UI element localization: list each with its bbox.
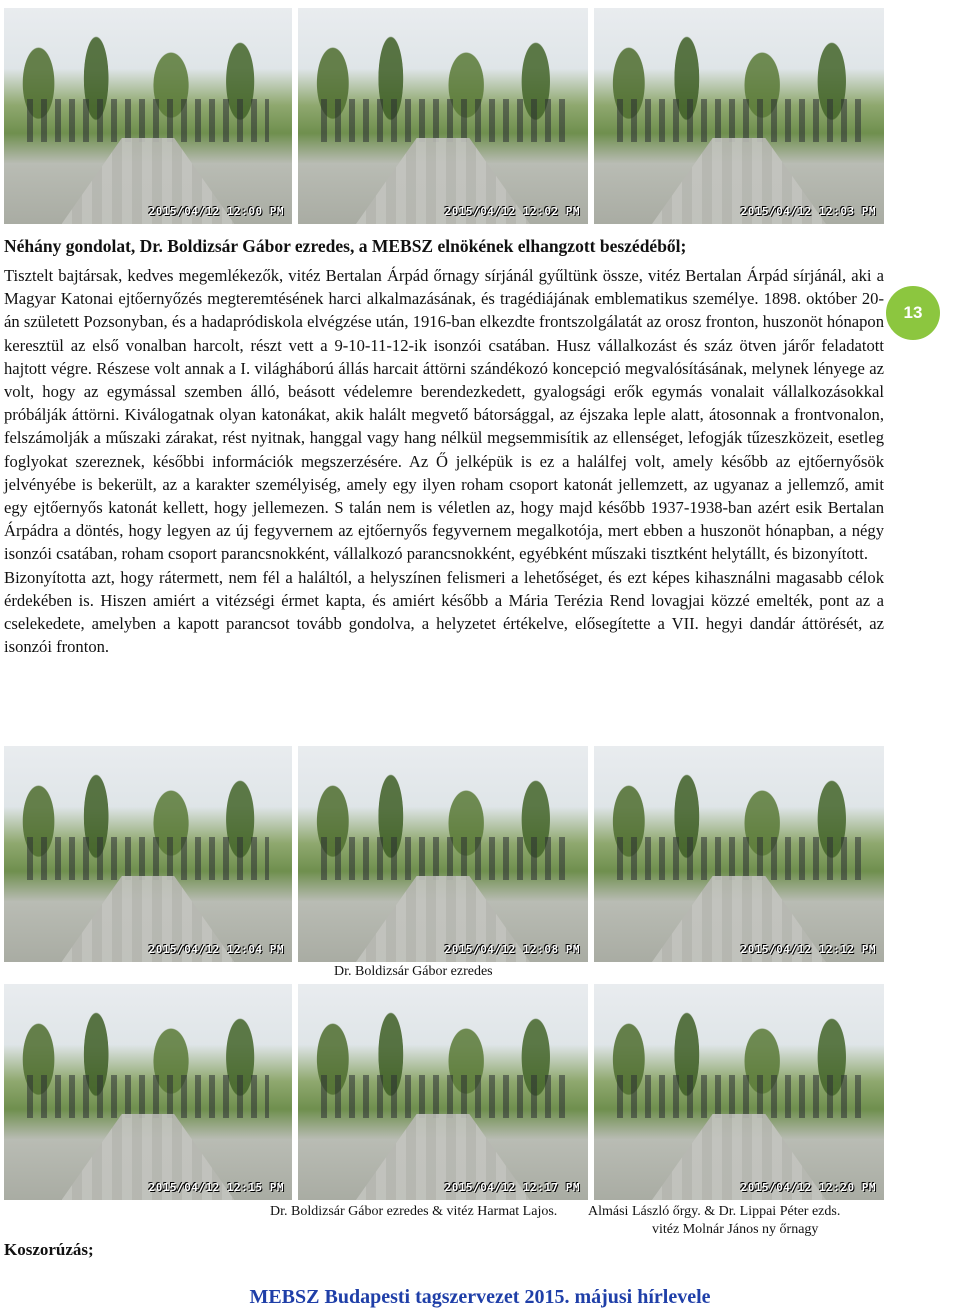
article-heading: Néhány gondolat, Dr. Boldizsár Gábor ezredes, a MEBSZ elnökének elhangzott beszédéből; xyxy=(4,236,687,256)
photo-middle-2 xyxy=(298,746,588,962)
photo-middle-3 xyxy=(594,746,884,962)
photo-caption: Almási László őrgy. & Dr. Lippai Péter ezds. xyxy=(588,1204,841,1219)
photo-timestamp: 2015/04/12 12:17 PM xyxy=(444,1181,580,1194)
photo-timestamp: 2015/04/12 12:03 PM xyxy=(740,205,876,218)
section-label: Koszorúzás; xyxy=(4,1240,94,1259)
photo-timestamp: 2015/04/12 12:12 PM xyxy=(740,943,876,956)
photo-top-2 xyxy=(298,8,588,224)
page-number-badge: 13 xyxy=(886,286,940,340)
photo-timestamp: 2015/04/12 12:02 PM xyxy=(444,205,580,218)
photo-top-3 xyxy=(594,8,884,224)
photo-caption: Dr. Boldizsár Gábor ezredes xyxy=(334,964,493,979)
photo-timestamp: 2015/04/12 12:08 PM xyxy=(444,943,580,956)
photo-timestamp: 2015/04/12 12:15 PM xyxy=(148,1181,284,1194)
page-footer: MEBSZ Budapesti tagszervezet 2015. májusi hírlevele xyxy=(249,1286,711,1308)
photo-middle-1 xyxy=(4,746,292,962)
photo-timestamp: 2015/04/12 12:20 PM xyxy=(740,1181,876,1194)
paragraph: Bizonyította azt, hogy rátermett, nem fél a haláltól, a helyszínen felismeri a lehetőséget, és ezt képes kihasználni magasabb célok érdekében is. Hiszen amiért a vitézségi érmet kapta, és amiért később a Mária Terézia Rend lovagjai közzé emelték, pont az a cselekedete, amelyben a kapott parancsot tovább gondolva, a helyzetet értékelve, elősegítette a VII. hegyi dandár áttörését, az isonzói fronton. xyxy=(4,567,884,657)
photo-caption: Dr. Boldizsár Gábor ezredes & vitéz Harmat Lajos. xyxy=(270,1204,558,1219)
photo-timestamp: 2015/04/12 12:00 PM xyxy=(148,205,284,218)
photo-bottom-1 xyxy=(4,984,292,1200)
photo-caption: vitéz Molnár János ny őrnagy xyxy=(652,1222,819,1237)
paragraph: Tisztelt bajtársak, kedves megemlékezők, vitéz Bertalan Árpád őrnagy sírjánál gyűltünk össze, vitéz Bertalan Árpád sírjánál, aki a Magyar Katonai ejtőernyőzés megteremtésének harci alkalmazásának, és tragédiájának emblematikus személye. 1898. október 20-án született Pozsonyban, és a hadapródiskola elvégzése után, 1916-ban elkezdte frontszolgálatát az orosz fronton, huszonöt hónapon keresztül az első vonalban harcolt, részt vett a 9-10-11-12-ik isonzói csatában. Husz vállalkozást és száz ötven járőr feladatott hajtott végre. Részese volt annak a I. világháború állás harcait áttörni szándékozó koncepció megvalósításának, melynek lényege az volt, hogy az egymással szemben álló, beásott védelemre berendezkedett, gyalogsági erők egymás vonalait vállalkozásokkal próbálják áttörni. Kiválogatnak olyan katonákat, akik halált megvető bátorsággal, az éjszaka leple alatt, átosonnak a frontvonalon, felszámolják a műszaki zárakat, rést nyitnak, hanggal vagy hang nélkül megsemmisítik az ellenséget, lefogják tűzeszközeit, esetleg foglyokat szereznek, későbbi információk megszerzésére. Az Ő jelképük is ez a halálfej volt, amely később az ejtőernyősök jelvényébe is bekerült, az a karakter személyiség, amely egy ilyen roham csoport katonát jellemzett, az ugyanaz a jellemző, amit egy ejtőernyős katonát kellett, hogy jellemezen. S talán nem is véletlen az, hogy majd később 1937-1938-ban azért esik Bertalan Árpádra a döntés, hogy legyen az új fegyvernem az ejtőernyős fegyvernem megalkotója, mert ebben a huszonöt hónapban, a négy isonzói csatában, roham csoport parancsnokként, vállalkozó parancsnokként, egyébként műszaki tisztként helytállt, és bizonyított. xyxy=(4,266,884,564)
photo-bottom-3 xyxy=(594,984,884,1200)
photo-timestamp: 2015/04/12 12:04 PM xyxy=(148,943,284,956)
article-body xyxy=(4,264,884,658)
photo-bottom-2 xyxy=(298,984,588,1200)
photo-top-1 xyxy=(4,8,292,224)
